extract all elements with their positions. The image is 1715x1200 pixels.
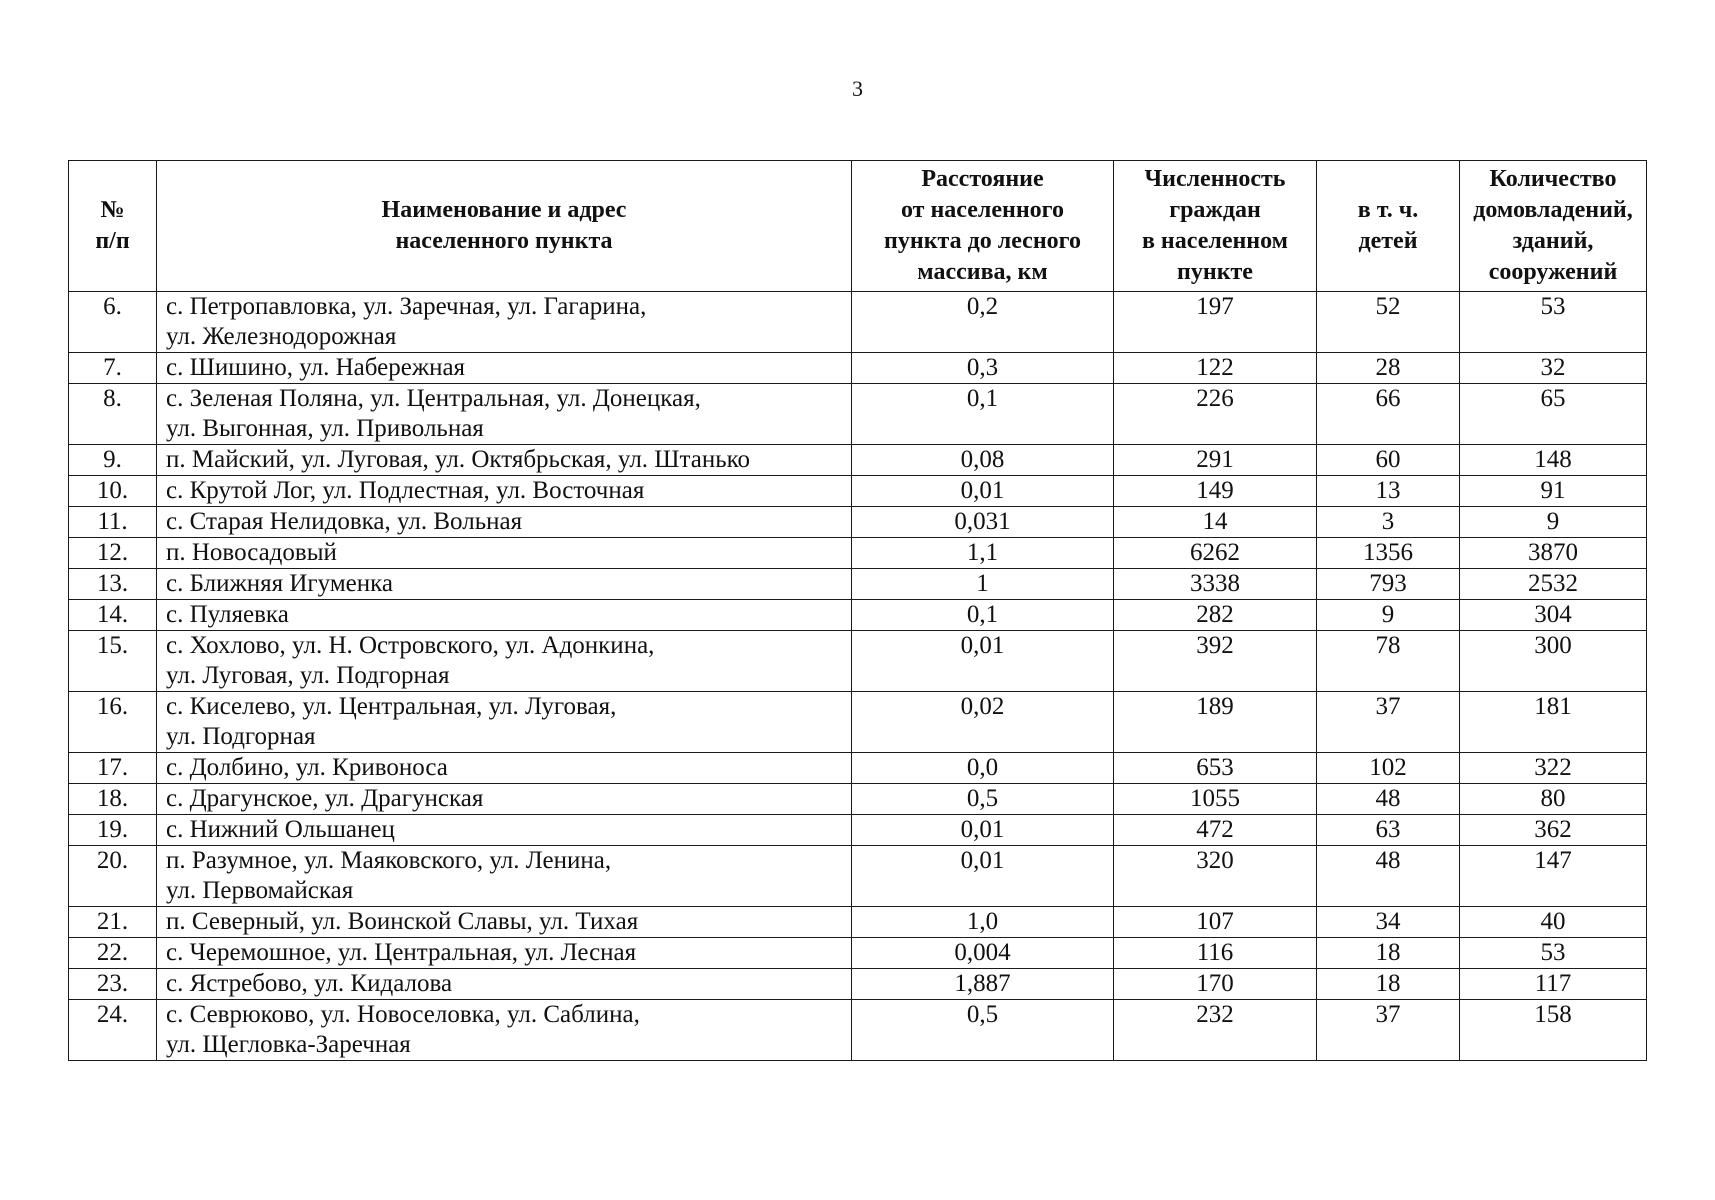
forest-distance: 0,2 [852, 292, 1114, 353]
buildings-count: 40 [1460, 907, 1647, 938]
table-row [69, 445, 1647, 476]
settlement-name-line: с. Нижний Ольшанец [166, 816, 395, 843]
population-count: 107 [1114, 907, 1317, 938]
header-line: Наименование и адрес [381, 197, 627, 223]
children-count: 18 [1317, 969, 1460, 1000]
settlement-name-line: п. Северный, ул. Воинской Славы, ул. Тихая [166, 908, 639, 935]
settlement-name [157, 600, 852, 631]
forest-distance: 0,0 [852, 753, 1114, 784]
settlement-name-line: ул. Железнодорожная [166, 323, 397, 350]
settlement-name [157, 384, 852, 445]
settlement-name [157, 292, 852, 353]
buildings-count: 2532 [1460, 569, 1647, 600]
forest-distance: 1,0 [852, 907, 1114, 938]
settlement-name-line: с. Пуляевка [166, 601, 289, 628]
population-count: 291 [1114, 445, 1317, 476]
header-line: зданий, [1512, 228, 1594, 254]
row-number: 24. [69, 1000, 157, 1061]
children-count: 34 [1317, 907, 1460, 938]
row-number: 23. [69, 969, 157, 1000]
buildings-count: 53 [1460, 292, 1647, 353]
settlement-name [157, 692, 852, 753]
forest-distance: 0,5 [852, 1000, 1114, 1061]
header-line: п/п [95, 228, 130, 254]
buildings-count: 147 [1460, 846, 1647, 907]
population-count: 232 [1114, 1000, 1317, 1061]
buildings-count: 158 [1460, 1000, 1647, 1061]
settlement-name [157, 445, 852, 476]
population-count: 320 [1114, 846, 1317, 907]
settlement-name-line: с. Киселево, ул. Центральная, ул. Луговая, [166, 693, 617, 720]
table-row [69, 507, 1647, 538]
header-line: пункта до лесного [884, 228, 1081, 254]
settlement-name-line: ул. Щегловка-Заречная [166, 1031, 411, 1058]
settlement-name [157, 353, 852, 384]
population-count: 149 [1114, 476, 1317, 507]
settlement-name-line: с. Ястребово, ул. Кидалова [166, 970, 453, 997]
header-line: массива, км [917, 259, 1048, 285]
children-count: 9 [1317, 600, 1460, 631]
settlement-name-line: с. Ближняя Игуменка [166, 570, 394, 597]
row-number: 7. [69, 353, 157, 384]
row-number: 12. [69, 538, 157, 569]
settlement-name [157, 969, 852, 1000]
table-row [69, 600, 1647, 631]
buildings-count: 181 [1460, 692, 1647, 753]
forest-distance: 0,3 [852, 353, 1114, 384]
forest-distance: 1,1 [852, 538, 1114, 569]
population-count: 170 [1114, 969, 1317, 1000]
population-count: 3338 [1114, 569, 1317, 600]
row-number: 6. [69, 292, 157, 353]
page-number: 3 [852, 76, 863, 101]
children-count: 3 [1317, 507, 1460, 538]
settlement-name-line: ул. Выгонная, ул. Привольная [166, 415, 484, 442]
children-count: 52 [1317, 292, 1460, 353]
children-count: 18 [1317, 938, 1460, 969]
header-population [1114, 161, 1317, 292]
table-row [69, 907, 1647, 938]
settlement-name [157, 631, 852, 692]
row-number: 11. [69, 507, 157, 538]
header-line: Количество [1489, 166, 1617, 192]
table-row [69, 846, 1647, 907]
settlement-name-line: с. Старая Нелидовка, ул. Вольная [166, 508, 523, 535]
buildings-count: 304 [1460, 600, 1647, 631]
table-row [69, 1000, 1647, 1061]
buildings-count: 322 [1460, 753, 1647, 784]
forest-distance: 0,031 [852, 507, 1114, 538]
header-children [1317, 161, 1460, 292]
row-number: 9. [69, 445, 157, 476]
buildings-count: 3870 [1460, 538, 1647, 569]
header-line: в населенном [1141, 228, 1289, 254]
population-count: 472 [1114, 815, 1317, 846]
population-count: 392 [1114, 631, 1317, 692]
table-row [69, 631, 1647, 692]
header-line: Численность [1144, 166, 1286, 192]
settlement-name-line: ул. Подгорная [166, 723, 316, 750]
table-header-row [69, 161, 1647, 292]
header-line: № [100, 197, 125, 223]
population-count: 197 [1114, 292, 1317, 353]
header-line: Расстояние [921, 166, 1044, 192]
table-row [69, 292, 1647, 353]
children-count: 28 [1317, 353, 1460, 384]
population-count: 226 [1114, 384, 1317, 445]
header-line: сооружений [1488, 259, 1618, 285]
settlement-name-line: п. Новосадовый [166, 539, 337, 566]
buildings-count: 300 [1460, 631, 1647, 692]
table-row [69, 384, 1647, 445]
settlements-table [68, 160, 1647, 1061]
header-line: граждан [1169, 197, 1261, 223]
buildings-count: 9 [1460, 507, 1647, 538]
forest-distance: 0,1 [852, 600, 1114, 631]
forest-distance: 0,01 [852, 631, 1114, 692]
population-count: 189 [1114, 692, 1317, 753]
settlement-name-line: с. Крутой Лог, ул. Подлестная, ул. Восточная [166, 477, 645, 504]
forest-distance: 0,01 [852, 476, 1114, 507]
settlement-name-line: п. Разумное, ул. Маяковского, ул. Ленина, [166, 847, 612, 874]
header-line: от населенного [901, 197, 1064, 223]
settlement-name-line: с. Драгунское, ул. Драгунская [166, 785, 484, 812]
population-count: 282 [1114, 600, 1317, 631]
buildings-count: 91 [1460, 476, 1647, 507]
settlement-name [157, 507, 852, 538]
population-count: 1055 [1114, 784, 1317, 815]
settlement-name [157, 569, 852, 600]
row-number: 17. [69, 753, 157, 784]
buildings-count: 148 [1460, 445, 1647, 476]
buildings-count: 53 [1460, 938, 1647, 969]
table-row [69, 353, 1647, 384]
row-number: 10. [69, 476, 157, 507]
children-count: 793 [1317, 569, 1460, 600]
population-count: 14 [1114, 507, 1317, 538]
settlement-name-line: с. Зеленая Поляна, ул. Центральная, ул. Донецкая, [166, 385, 701, 412]
settlement-name-line: ул. Первомайская [166, 877, 354, 904]
buildings-count: 32 [1460, 353, 1647, 384]
table-row [69, 969, 1647, 1000]
forest-distance: 0,08 [852, 445, 1114, 476]
row-number: 21. [69, 907, 157, 938]
row-number: 19. [69, 815, 157, 846]
table-row [69, 569, 1647, 600]
forest-distance: 0,1 [852, 384, 1114, 445]
header-line: пункте [1177, 259, 1253, 285]
settlement-name [157, 1000, 852, 1061]
population-count: 653 [1114, 753, 1317, 784]
row-number: 13. [69, 569, 157, 600]
buildings-count: 65 [1460, 384, 1647, 445]
children-count: 1356 [1317, 538, 1460, 569]
header-line: населенного пункта [395, 228, 613, 254]
forest-distance: 0,02 [852, 692, 1114, 753]
forest-distance: 1,887 [852, 969, 1114, 1000]
forest-distance: 0,01 [852, 815, 1114, 846]
forest-distance: 0,004 [852, 938, 1114, 969]
settlement-name-line: с. Севрюково, ул. Новоселовка, ул. Саблина, [166, 1001, 640, 1028]
header-buildings [1460, 161, 1647, 292]
population-count: 122 [1114, 353, 1317, 384]
settlement-name [157, 476, 852, 507]
table-row [69, 753, 1647, 784]
table-row [69, 538, 1647, 569]
table-row [69, 784, 1647, 815]
children-count: 37 [1317, 1000, 1460, 1061]
row-number: 22. [69, 938, 157, 969]
row-number: 16. [69, 692, 157, 753]
settlement-name [157, 784, 852, 815]
children-count: 63 [1317, 815, 1460, 846]
children-count: 102 [1317, 753, 1460, 784]
settlement-name-line: ул. Луговая, ул. Подгорная [166, 662, 450, 689]
settlement-name [157, 815, 852, 846]
settlement-name [157, 938, 852, 969]
settlement-name-line: с. Долбино, ул. Кривоноса [166, 754, 448, 781]
children-count: 66 [1317, 384, 1460, 445]
row-number: 15. [69, 631, 157, 692]
header-number [69, 161, 157, 292]
table-row [69, 692, 1647, 753]
forest-distance: 0,5 [852, 784, 1114, 815]
settlement-name [157, 846, 852, 907]
children-count: 37 [1317, 692, 1460, 753]
header-line: домовладений, [1473, 197, 1633, 223]
children-count: 48 [1317, 846, 1460, 907]
table-row [69, 815, 1647, 846]
buildings-count: 362 [1460, 815, 1647, 846]
settlement-name [157, 753, 852, 784]
population-count: 116 [1114, 938, 1317, 969]
settlement-name-line: с. Хохлово, ул. Н. Островского, ул. Адонкина, [166, 632, 655, 659]
settlement-name-line: с. Шишино, ул. Набережная [166, 354, 466, 381]
table-body [69, 292, 1647, 1061]
header-line: детей [1358, 228, 1418, 254]
population-count: 6262 [1114, 538, 1317, 569]
children-count: 78 [1317, 631, 1460, 692]
header-distance [852, 161, 1114, 292]
forest-distance: 0,01 [852, 846, 1114, 907]
settlement-name-line: п. Майский, ул. Луговая, ул. Октябрьская, ул. Штанько [166, 446, 750, 473]
table-row [69, 476, 1647, 507]
buildings-count: 117 [1460, 969, 1647, 1000]
buildings-count: 80 [1460, 784, 1647, 815]
table-row [69, 938, 1647, 969]
header-name [157, 161, 852, 292]
settlement-name-line: с. Черемошное, ул. Центральная, ул. Лесная [166, 939, 637, 966]
row-number: 20. [69, 846, 157, 907]
settlement-name [157, 907, 852, 938]
settlement-name-line: с. Петропавловка, ул. Заречная, ул. Гагарина, [166, 293, 647, 320]
children-count: 60 [1317, 445, 1460, 476]
row-number: 8. [69, 384, 157, 445]
row-number: 18. [69, 784, 157, 815]
children-count: 13 [1317, 476, 1460, 507]
forest-distance: 1 [852, 569, 1114, 600]
row-number: 14. [69, 600, 157, 631]
header-line: в т. ч. [1357, 197, 1419, 223]
settlement-name [157, 538, 852, 569]
children-count: 48 [1317, 784, 1460, 815]
